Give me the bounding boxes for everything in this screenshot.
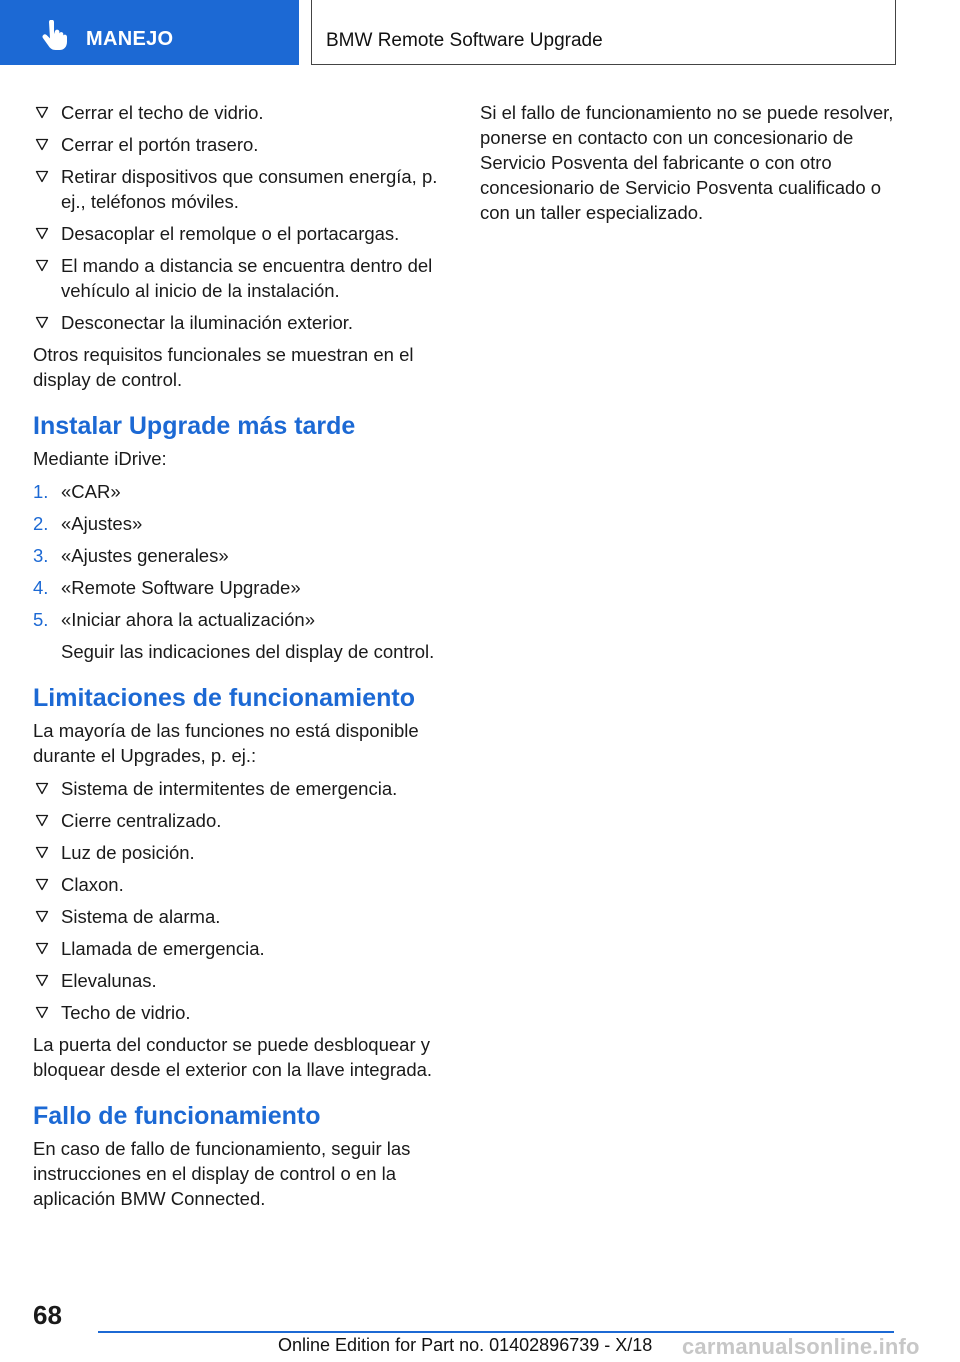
- prerequisite-item: [33, 132, 449, 157]
- limitation-item-text: Claxon.: [61, 874, 124, 895]
- page-number: 68: [33, 1300, 62, 1330]
- step-text: «Ajustes»: [61, 513, 143, 534]
- step-number: 3.: [33, 545, 49, 566]
- section-tab: [0, 0, 299, 65]
- step-item: [33, 575, 449, 600]
- prerequisite-item: [33, 164, 449, 214]
- header-title-box: [311, 0, 896, 65]
- step-number: 1.: [33, 481, 49, 502]
- step-item: [33, 511, 449, 536]
- limitation-item: [33, 1000, 449, 1025]
- limitation-item-text: Sistema de intermitentes de emergencia.: [61, 778, 398, 799]
- prerequisite-item: [33, 100, 449, 125]
- limitation-item: [33, 936, 449, 961]
- left-column: [33, 100, 449, 1219]
- limitation-item-text: Cierre centralizado.: [61, 810, 222, 831]
- limitation-item: [33, 968, 449, 993]
- prerequisite-item-text: Desacoplar el remolque o el portacargas.: [61, 223, 400, 244]
- limitation-item: [33, 904, 449, 929]
- hand-pointer-icon: [38, 20, 68, 52]
- prerequisite-item-text: El mando a distancia se encuentra dentro del vehículo al inicio de la instalación.: [61, 255, 433, 301]
- step-note: Seguir las indicaciones del display de control.: [61, 641, 435, 662]
- limitations-paragraph: La mayoría de las funciones no está disponible durante el Upgrades, p. ej.:: [33, 720, 419, 766]
- limitation-item-text: Techo de vidrio.: [61, 1002, 191, 1023]
- prerequisite-item-text: Cerrar el portón trasero.: [61, 134, 259, 155]
- driver-door-paragraph: La puerta del conductor se puede desbloquear y bloquear desde el exterior con la llave integrada.: [33, 1034, 433, 1080]
- heading-limitations: Limitaciones de funcionamiento: [33, 684, 415, 712]
- step-text: «Remote Software Upgrade»: [61, 577, 301, 598]
- limitation-item: [33, 776, 449, 801]
- right-column: [480, 100, 898, 233]
- prerequisite-item-text: Desconectar la iluminación exterior.: [61, 312, 354, 333]
- limitation-item: [33, 872, 449, 897]
- requirements-paragraph: Otros requisitos funcionales se muestran en el display de control.: [33, 344, 414, 390]
- prerequisite-item: [33, 310, 449, 335]
- step-text: «Iniciar ahora la actualización»: [61, 609, 316, 630]
- limitation-item: [33, 808, 449, 833]
- step-item: [33, 479, 449, 504]
- limitation-item-text: Elevalunas.: [61, 970, 157, 991]
- heading-malfunction: Fallo de funcionamiento: [33, 1102, 321, 1130]
- limitation-item-text: Llamada de emergencia.: [61, 938, 265, 959]
- step-list: [33, 479, 449, 632]
- malfunction-paragraph: En caso de fallo de funcionamiento, seguir las instrucciones en el display de control o en la aplicación BMW Connected.: [33, 1138, 411, 1209]
- footer-edition: Online Edition for Part no. 01402896739 - X/18: [278, 1335, 653, 1355]
- limitation-item-text: Luz de posición.: [61, 842, 195, 863]
- prerequisite-list: [33, 100, 449, 335]
- prerequisite-item: [33, 221, 449, 246]
- footer-rule: [98, 1331, 894, 1333]
- step-item: [33, 543, 449, 568]
- prerequisite-item: [33, 253, 449, 303]
- step-text: «CAR»: [61, 481, 121, 502]
- section-label: MANEJO: [86, 28, 174, 50]
- step-number: 2.: [33, 513, 49, 534]
- prerequisite-item-text: Cerrar el techo de vidrio.: [61, 102, 264, 123]
- step-number: 4.: [33, 577, 49, 598]
- limitations-list: [33, 776, 449, 1025]
- idrive-paragraph: Mediante iDrive:: [33, 448, 167, 469]
- prerequisite-item-text: Retirar dispositivos que consumen energía, p. ej., teléfonos móviles.: [61, 166, 438, 212]
- watermark: carmanualsonline.info: [682, 1334, 920, 1359]
- step-number: 5.: [33, 609, 49, 630]
- step-item: [33, 607, 449, 632]
- malfunction-continued-paragraph: Si el fallo de funcionamiento no se puede resolver, ponerse en contacto con un concesionario de Servicio Posventa del fabricante o con otro concesionario de Servicio Posventa cualificado o con un taller especializado.: [480, 102, 894, 223]
- limitation-item-text: Sistema de alarma.: [61, 906, 221, 927]
- limitation-item: [33, 840, 449, 865]
- page-header-title: BMW Remote Software Upgrade: [326, 30, 603, 51]
- heading-install-later: Instalar Upgrade más tarde: [33, 412, 356, 440]
- step-text: «Ajustes generales»: [61, 545, 229, 566]
